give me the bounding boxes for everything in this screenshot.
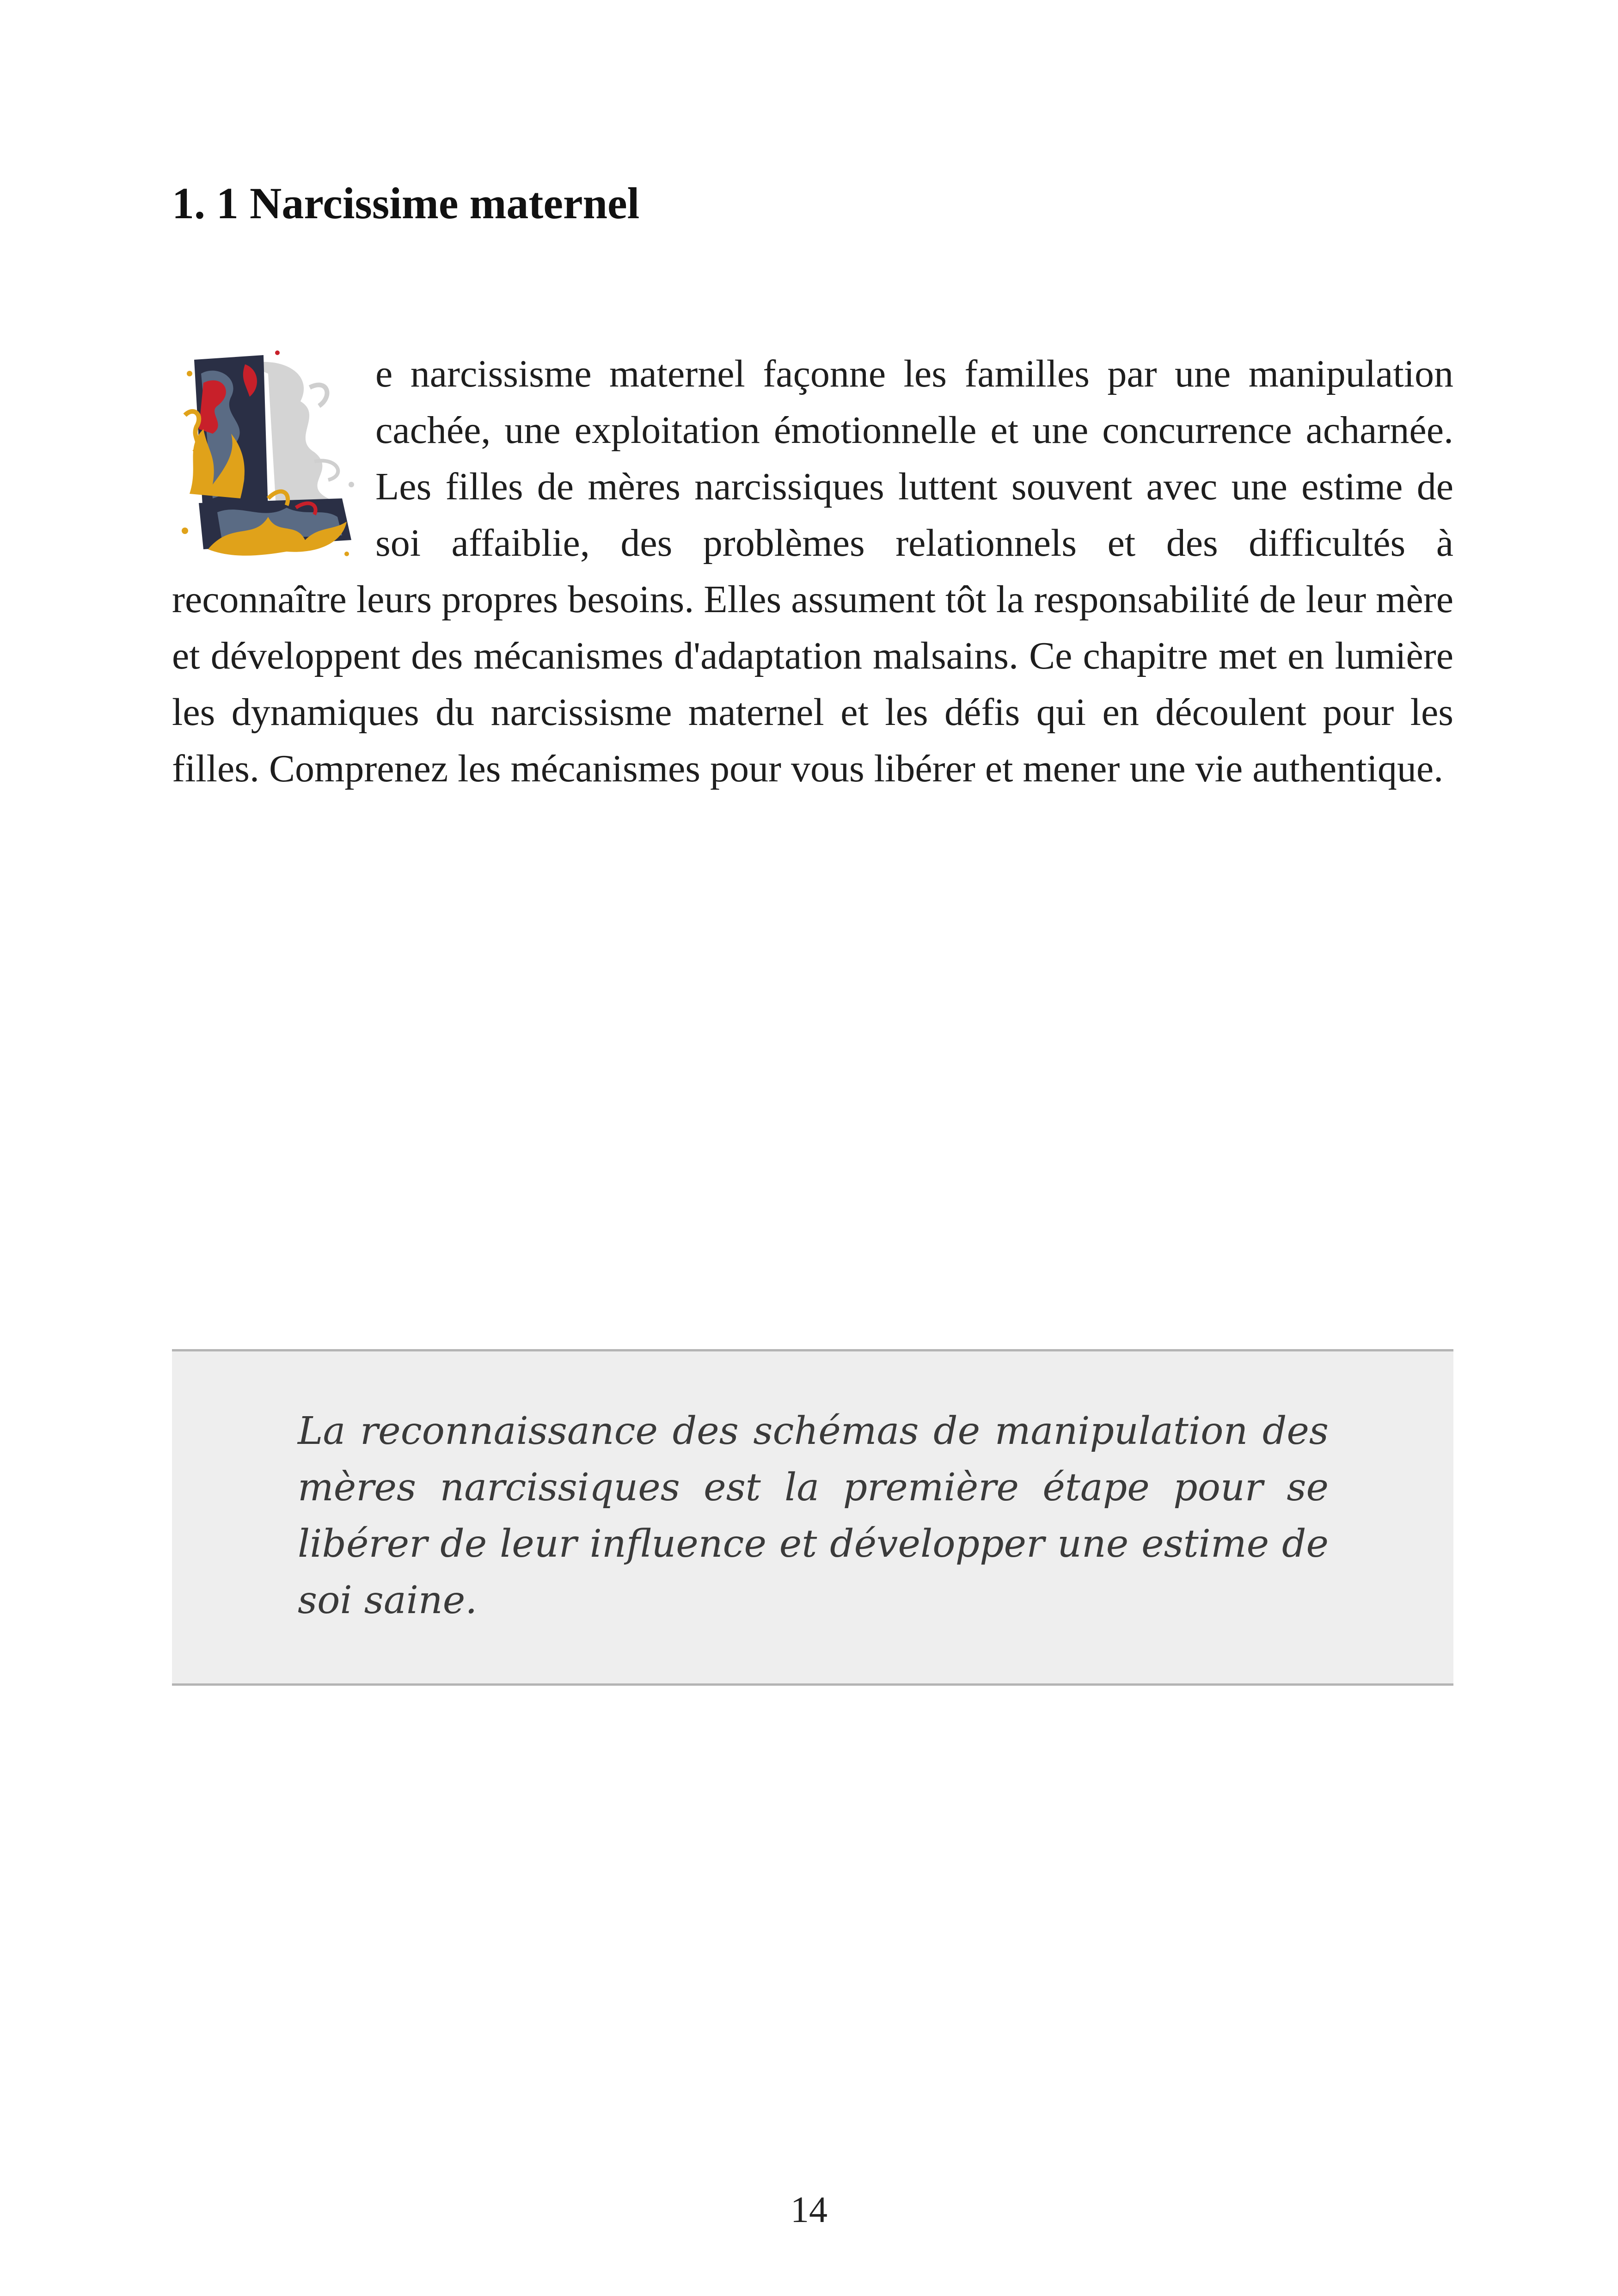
page-number: 14: [791, 2190, 827, 2230]
callout-text: La reconnaissance des schémas de manipulation des mères narcissiques est la première étape pour se libérer de leur influence et développer une estime de soi saine.: [298, 1409, 1329, 1622]
paragraph-text: e narcissisme maternel façonne les familles par une manipulation cachée, une exploitation émotionnelle et une concurrence acharnée. Les filles de mères narcissiques luttent souvent avec une estime de soi affaiblie, des problèmes relationnels et des difficultés à reconnaître leurs propres besoins. Elles assument tôt la responsabilité de leur mère et développent des mécanismes d'adaptation malsains. Ce chapitre met en lumière les dynamiques du narcissisme maternel et les défis qui en découlent pour les filles. Comprenez les mécanismes pour vous libérer et mener une vie authentique.: [172, 352, 1453, 790]
intro-paragraph: [172, 346, 1453, 797]
drop-cap-l-icon: [172, 346, 375, 571]
section-heading: 1. 1 Narcissime maternel: [172, 178, 640, 228]
callout-box: [172, 1349, 1453, 1686]
